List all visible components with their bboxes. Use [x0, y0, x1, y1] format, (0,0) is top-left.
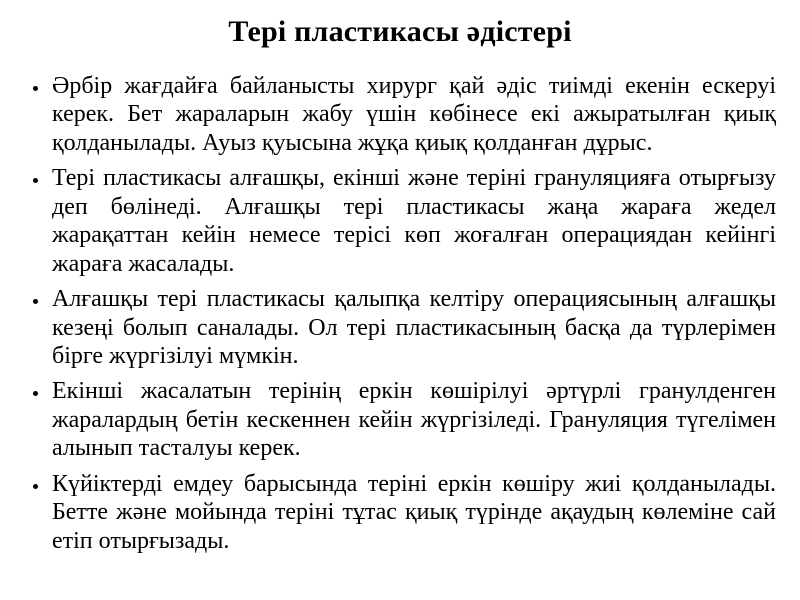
bullet-item: • Әрбір жағдайға байланысты хирург қай әдіс тиімді екенін ескеруі керек. Бет жараларын жабу үшін көбінесе екі ажыратылған қиық қолданылады. Ауыз қуысына жұқа қиық қолданған дұрыс. [50, 72, 776, 157]
bullet-item: • Тері пластикасы алғашқы, екінші және теріні грануляцияға отырғызу деп бөлінеді. Алғашқы тері пластикасы жаңа жараға жедел жарақаттан кейін немесе терісі көп жоғалған операциядан кейінгі жараға жасалады. [50, 164, 776, 278]
bullet-item: • Алғашқы тері пластикасы қалыпқа келтіру операциясының алғашқы кезеңі болып саналады. Ол тері пластикасының басқа да түрлерімен бірге жүргізілуі мүмкін. [50, 285, 776, 370]
bullet-item: • Екінші жасалатын терінің еркін көшірілуі әртүрлі гранулденген жаралардың бетін кескеннен кейін жүргізіледі. Грануляция түгелімен алынып тасталуы керек. [50, 377, 776, 462]
bullet-list [0, 72, 800, 555]
slide-title: Тері пластикасы әдістері [228, 15, 572, 48]
bullet-item: • Күйіктерді емдеу барысында теріні еркін көшіру жиі қолданылады. Бетте және мойында теріні тұтас қиық түрінде ақаудың көлеміне сай етіп отырғызады. [50, 470, 776, 555]
